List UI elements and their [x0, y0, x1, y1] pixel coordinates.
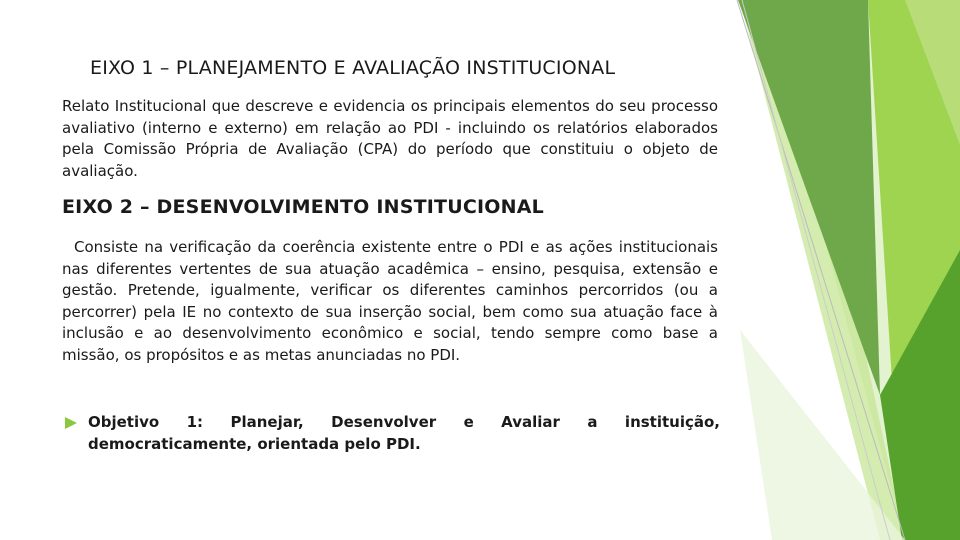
bullet-objetivo-text: Objetivo 1: Planejar, Desenvolver e Avaliar a instituição, democraticamente, orientada pelo PDI. [88, 413, 720, 453]
triangle-bullet-icon [64, 416, 78, 430]
heading-eixo-2: EIXO 2 – DESENVOLVIMENTO INSTITUCIONAL [62, 196, 544, 218]
paragraph-eixo-1: Relato Institucional que descreve e evidencia os principais elementos do seu processo avaliativo (interno e externo) em relação ao PDI - incluindo os relatórios elaborados pela Comissão Própria de Avaliação (CPA) do período que constituiu o objeto de avaliação. [62, 97, 718, 180]
paragraph-eixo-2: Consiste na verificação da coerência existente entre o PDI e as ações institucionais nas diferentes vertentes de sua atuação acadêmica – ensino, pesquisa, extensão e gestão. Pretende, igualmente, verificar os diferentes caminhos percorridos (ou a percorrer) pela IE no contexto de sua inserção social, bem como sua atuação face à inclusão e ao desenvolvimento econômico e social, tendo sempre como base a missão, os propósitos e as metas anunciadas no PDI. [62, 238, 718, 364]
heading-eixo-1: EIXO 1 – PLANEJAMENTO E AVALIAÇÃO INSTITUCIONAL [90, 57, 616, 79]
